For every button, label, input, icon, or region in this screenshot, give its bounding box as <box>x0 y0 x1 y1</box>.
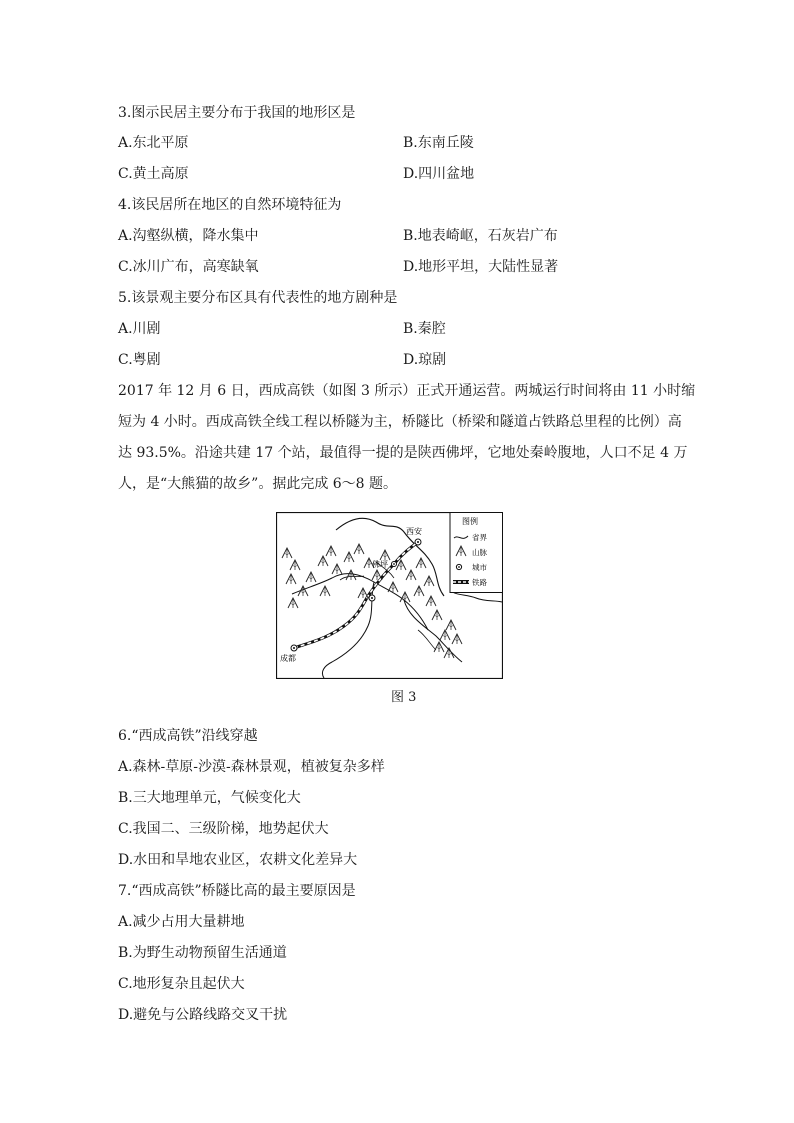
question-5-stem: 5.该景观主要分布区具有代表性的地方剧种是 <box>118 290 398 306</box>
question-6-option-a: A.森林-草原-沙漠-森林景观，植被复杂多样 <box>118 759 385 775</box>
figure-3-map <box>276 512 503 679</box>
passage-line-1: 2017 年 12 月 6 日，西成高铁（如图 3 所示）正式开通运营。两城运行时间将由 11 小时缩 <box>118 383 696 399</box>
question-7-option-c: C.地形复杂且起伏大 <box>118 976 245 992</box>
question-5-option-c: C.粤剧 <box>118 352 161 368</box>
question-4-stem: 4.该民居所在地区的自然环境特征为 <box>118 197 342 213</box>
question-3-option-d: D.四川盆地 <box>403 166 475 182</box>
passage-line-2: 短为 4 小时。西成高铁全线工程以桥隧为主，桥隧比（桥梁和隧道占铁路总里程的比例）高 <box>118 414 682 430</box>
question-3-stem: 3.图示民居主要分布于我国的地形区是 <box>118 105 356 121</box>
question-7-option-b: B.为野生动物预留生活通道 <box>118 945 287 961</box>
question-6-option-c: C.我国二、三级阶梯，地势起伏大 <box>118 821 329 837</box>
question-7-stem: 7.“西成高铁”桥隧比高的最主要原因是 <box>118 883 356 899</box>
question-4-option-b: B.地表崎岖，石灰岩广布 <box>403 228 558 244</box>
question-5-option-a: A.川剧 <box>118 321 161 337</box>
legend-item-railway: 铁路 <box>472 578 487 587</box>
figure-3-caption: 图 3 <box>391 690 417 705</box>
question-5-option-b: B.秦腔 <box>403 321 446 337</box>
question-6-option-d: D.水田和旱地农业区，农耕文化差异大 <box>118 852 358 868</box>
question-4-option-c: C.冰川广布，高寒缺氧 <box>118 259 259 275</box>
passage-line-3: 达 93.5%。沿途共建 17 个站，最值得一提的是陕西佛坪，它地处秦岭腹地，人口不足 4 万 <box>118 445 688 461</box>
question-5-option-d: D.琼剧 <box>403 352 447 368</box>
question-6-option-b: B.三大地理单元，气候变化大 <box>118 790 301 806</box>
question-3-option-b: B.东南丘陵 <box>403 135 474 151</box>
city-chengdu-label: 成都 <box>280 654 296 663</box>
question-4-option-a: A.沟壑纵横，降水集中 <box>118 228 259 244</box>
legend-item-mountain: 山脉 <box>472 548 487 557</box>
question-4-option-d: D.地形平坦，大陆性显著 <box>403 259 559 275</box>
question-7-option-a: A.减少占用大量耕地 <box>118 914 245 930</box>
passage-line-4: 人，是“大熊猫的故乡”。据此完成 6～8 题。 <box>118 476 398 492</box>
legend-title: 图例 <box>462 517 478 526</box>
question-3-option-c: C.黄土高原 <box>118 166 189 182</box>
question-6-stem: 6.“西成高铁”沿线穿越 <box>118 728 258 744</box>
question-3-option-a: A.东北平原 <box>118 135 189 151</box>
question-7-option-d: D.避免与公路线路交叉干扰 <box>118 1007 288 1023</box>
city-xian-label: 西安 <box>406 527 422 536</box>
city-foping-label: 佛坪 <box>372 560 388 569</box>
legend-item-boundary: 省界 <box>472 533 487 542</box>
legend-item-city: 城市 <box>472 563 487 572</box>
